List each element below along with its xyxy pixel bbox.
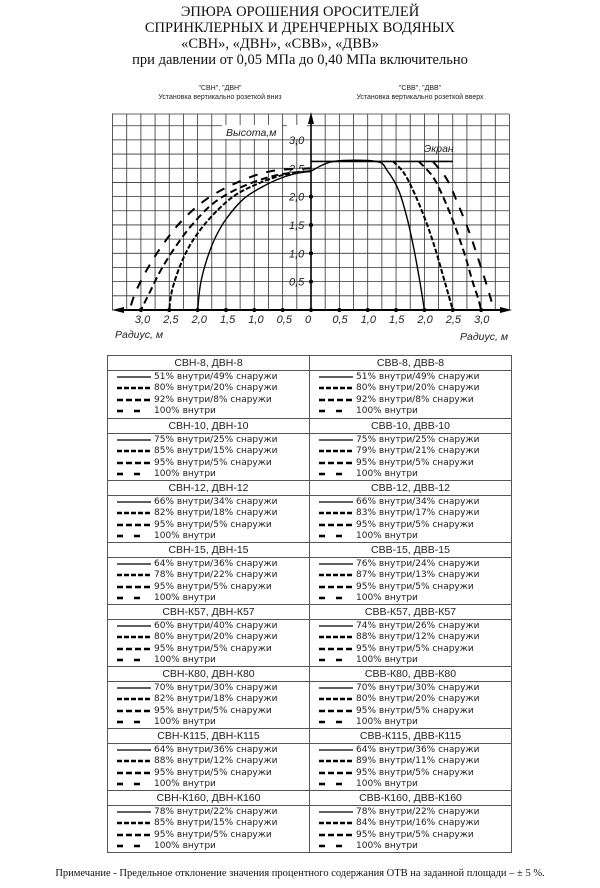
table-cell-left [108, 419, 309, 480]
distribution-text: 100% внутри [154, 841, 216, 852]
x-axis-label-right: Радиус, м [460, 331, 509, 343]
distribution-text: 64% внутри/36% снаружи [154, 744, 278, 755]
y-tick-label: 2,0 [289, 191, 305, 204]
title-line-4: при давлении от 0,05 МПа до 0,40 МПа включительно [132, 52, 468, 68]
model-title: СВВ-15, ДВВ-15 [310, 543, 511, 558]
left-panel-mounting: Установка вертикально розеткой вниз [158, 94, 282, 101]
distribution-text: 100% внутри [356, 655, 418, 666]
table-block [108, 728, 511, 790]
legend-line-medium-icon [318, 646, 354, 652]
legend-line-medium-icon [116, 646, 152, 652]
table-cell-right [309, 667, 511, 728]
distribution-text: 95% внутри/5% снаружи [356, 829, 474, 840]
distribution-text: 83% внутри/17% снаружи [356, 508, 480, 519]
legend-row [310, 519, 511, 531]
legend-line-long-icon [318, 595, 354, 601]
table-cell-right [309, 481, 511, 542]
legend-line-long-icon [318, 533, 354, 539]
y-axis-label: Высота,м [226, 127, 277, 139]
legend-line-long-icon [116, 657, 152, 663]
legend-row [108, 434, 309, 446]
x-tick-dot [281, 308, 285, 312]
legend-line-dense-icon [116, 448, 152, 454]
table-block [108, 418, 511, 480]
legend-line-medium-icon [318, 770, 354, 776]
legend-line-solid-icon [116, 499, 152, 505]
x-tick-label-right: 2,5 [445, 314, 462, 326]
x-tick-label-right: 1,0 [360, 314, 376, 326]
legend-line-solid-icon [116, 623, 152, 629]
distribution-text: 95% внутри/5% снаружи [356, 519, 474, 530]
legend-row [310, 655, 511, 667]
x-axis-label-left: Радиус, м [115, 329, 164, 341]
legend-row [108, 705, 309, 717]
x-tick-label-left: 2,0 [191, 314, 207, 326]
model-title: СВН-8, ДВН-8 [108, 356, 309, 371]
legend-line-dense-icon [318, 820, 354, 826]
legend-line-dense-icon [116, 696, 152, 702]
legend-line-solid-icon [116, 685, 152, 691]
legend-row [108, 531, 309, 543]
legend-line-dense-icon [116, 572, 152, 578]
legend-row [108, 694, 309, 706]
distribution-text: 95% внутри/5% снаружи [154, 457, 272, 468]
legend-row [310, 779, 511, 791]
legend-line-medium-icon [318, 460, 354, 466]
distribution-text: 95% внутри/5% снаружи [154, 581, 272, 592]
legend-row [108, 394, 309, 406]
table-cell-left [108, 543, 309, 604]
model-title: СВН-К57, ДВН-К57 [108, 605, 309, 620]
footnote: Примечание - Предельное отклонение значения процентного содержания ОТВ на заданной площади – ± 5 %. [55, 868, 545, 879]
legend-row [108, 570, 309, 582]
distribution-text: 100% внутри [154, 593, 216, 604]
distribution-text: 100% внутри [356, 593, 418, 604]
legend-row [310, 531, 511, 543]
legend-line-solid-icon [116, 374, 152, 380]
x-tick-label-left: 3,0 [134, 314, 151, 326]
legend-line-solid-icon [318, 374, 354, 380]
legend-row [310, 570, 511, 582]
legend-line-medium-icon [116, 708, 152, 714]
table-block [108, 790, 511, 852]
legend-line-medium-icon [116, 397, 152, 403]
legend-line-long-icon [318, 408, 354, 414]
legend-line-dense-icon [318, 510, 354, 516]
x-tick-dot [252, 308, 256, 312]
curve-dense-dash-right [393, 161, 453, 310]
legend-row [108, 581, 309, 593]
distribution-text: 85% внутри/15% снаружи [154, 818, 278, 829]
legend-table [107, 355, 512, 853]
distribution-text: 95% внутри/5% снаружи [154, 519, 272, 530]
legend-row [108, 496, 309, 508]
legend-row [108, 446, 309, 458]
distribution-text: 80% внутри/20% снаружи [154, 383, 278, 394]
distribution-text: 92% внутри/8% снаружи [356, 394, 474, 405]
legend-row [108, 756, 309, 768]
x-tick-label-left: 0 [305, 314, 312, 326]
legend-row [310, 406, 511, 418]
legend-row [108, 818, 309, 830]
legend-row [310, 593, 511, 605]
distribution-text: 95% внутри/5% снаружи [356, 705, 474, 716]
curve-long-dash-right [433, 161, 494, 310]
distribution-text: 88% внутри/12% снаружи [154, 756, 278, 767]
legend-row [310, 682, 511, 694]
legend-line-long-icon [116, 595, 152, 601]
distribution-text: 88% внутри/12% снаружи [356, 632, 480, 643]
legend-row [310, 806, 511, 818]
legend-line-solid-icon [116, 747, 152, 753]
title-line-1: ЭПЮРА ОРОШЕНИЯ ОРОСИТЕЛЕЙ [180, 4, 420, 20]
distribution-text: 100% внутри [154, 717, 216, 728]
legend-line-dense-icon [116, 510, 152, 516]
table-cell-left [108, 729, 309, 790]
distribution-text: 87% внутри/13% снаружи [356, 570, 480, 581]
table-cell-left [108, 791, 309, 852]
legend-line-dense-icon [318, 758, 354, 764]
legend-line-medium-icon [318, 584, 354, 590]
x-tick-dot [167, 308, 171, 312]
legend-row [310, 469, 511, 481]
distribution-text: 78% внутри/22% снаружи [154, 806, 278, 817]
legend-row [310, 756, 511, 768]
legend-line-solid-icon [318, 685, 354, 691]
x-tick-label-right: 0,5 [332, 314, 348, 326]
legend-line-dense-icon [116, 820, 152, 826]
distribution-text: 80% внутри/20% снаружи [356, 383, 480, 394]
right-panel-mounting: Установка вертикально розеткой вверх [356, 94, 484, 101]
table-block [108, 666, 511, 728]
legend-row [108, 632, 309, 644]
model-title: СВН-12, ДВН-12 [108, 481, 309, 496]
distribution-text: 95% внутри/5% снаружи [356, 643, 474, 654]
distribution-text: 82% внутри/18% снаружи [154, 694, 278, 705]
legend-line-medium-icon [116, 832, 152, 838]
distribution-text: 64% внутри/36% снаружи [154, 558, 278, 569]
legend-line-long-icon [116, 781, 152, 787]
x-tick-label-right: 2,0 [417, 314, 433, 326]
distribution-text: 100% внутри [154, 655, 216, 666]
legend-line-solid-icon [318, 747, 354, 753]
legend-line-medium-icon [318, 708, 354, 714]
table-cell-right [309, 605, 511, 666]
legend-line-long-icon [318, 781, 354, 787]
x-tick-dot [394, 308, 398, 312]
distribution-text: 79% внутри/21% снаружи [356, 446, 480, 457]
legend-line-medium-icon [318, 522, 354, 528]
distribution-text: 95% внутри/5% снаружи [154, 829, 272, 840]
distribution-text: 100% внутри [356, 406, 418, 417]
legend-line-dense-icon [116, 385, 152, 391]
distribution-text: 89% внутри/11% снаружи [356, 756, 480, 767]
legend-row [310, 446, 511, 458]
table-cell-right [309, 729, 511, 790]
right-panel-models: "СВВ", "ДВВ" [398, 85, 442, 92]
distribution-text: 60% внутри/40% снаружи [154, 620, 278, 631]
legend-row [108, 406, 309, 418]
legend-row [310, 818, 511, 830]
model-title: СВН-К160, ДВН-К160 [108, 791, 309, 806]
distribution-text: 70% внутри/30% снаружи [356, 682, 480, 693]
legend-row [108, 779, 309, 791]
legend-line-solid-icon [116, 437, 152, 443]
table-block [108, 480, 511, 542]
legend-row [108, 655, 309, 667]
legend-line-dense-icon [116, 634, 152, 640]
legend-row [310, 457, 511, 469]
legend-row [108, 643, 309, 655]
legend-row [310, 508, 511, 520]
legend-line-long-icon [318, 657, 354, 663]
legend-row [310, 705, 511, 717]
title-line-3: «СВН», «ДВН», «СВВ», «ДВВ» [181, 36, 379, 52]
legend-line-medium-icon [116, 522, 152, 528]
legend-line-solid-icon [318, 623, 354, 629]
legend-line-long-icon [318, 471, 354, 477]
distribution-text: 76% внутри/24% снаружи [356, 558, 480, 569]
distribution-text: 80% внутри/20% снаружи [154, 632, 278, 643]
legend-line-solid-icon [116, 809, 152, 815]
x-tick-label-left: 1,0 [248, 314, 264, 326]
distribution-text: 100% внутри [154, 406, 216, 417]
legend-line-long-icon [318, 843, 354, 849]
title-line-2: СПРИНКЛЕРНЫХ И ДРЕНЧЕРНЫХ ВОДЯНЫХ [144, 20, 456, 36]
legend-line-solid-icon [116, 561, 152, 567]
x-tick-dot [309, 308, 313, 312]
model-title: СВВ-К160, ДВВ-К160 [310, 791, 511, 806]
x-tick-label-right: 3,0 [474, 314, 490, 326]
legend-line-long-icon [116, 471, 152, 477]
legend-row [310, 632, 511, 644]
y-tick-label: 2,5 [289, 163, 305, 176]
model-title: СВВ-8, ДВВ-8 [310, 356, 511, 371]
distribution-text: 92% внутри/8% снаружи [154, 394, 272, 405]
table-block [108, 356, 511, 418]
x-tick-label-right: 1,5 [389, 314, 405, 326]
legend-row [310, 829, 511, 841]
legend-row [108, 457, 309, 469]
distribution-text: 51% внутри/49% снаружи [356, 371, 480, 382]
legend-line-solid-icon [318, 561, 354, 567]
y-tick-dot [309, 251, 313, 255]
legend-line-medium-icon [318, 832, 354, 838]
legend-row [310, 620, 511, 632]
distribution-text: 95% внутри/5% снаружи [356, 581, 474, 592]
model-title: СВВ-12, ДВВ-12 [310, 481, 511, 496]
model-title: СВН-К115, ДВН-К115 [108, 729, 309, 744]
distribution-text: 100% внутри [356, 531, 418, 542]
legend-row [108, 469, 309, 481]
distribution-text: 70% внутри/30% снаружи [154, 682, 278, 693]
legend-row [108, 383, 309, 395]
table-cell-left [108, 605, 309, 666]
screen-label: Экран [424, 143, 454, 155]
model-title: СВН-15, ДВН-15 [108, 543, 309, 558]
legend-line-medium-icon [318, 397, 354, 403]
distribution-text: 66% внутри/34% снаружи [356, 496, 480, 507]
distribution-text: 51% внутри/49% снаружи [154, 371, 278, 382]
distribution-text: 75% внутри/25% снаружи [356, 434, 480, 445]
y-tick-label: 0,5 [289, 276, 305, 289]
model-title: СВН-К80, ДВН-К80 [108, 667, 309, 682]
distribution-text: 95% внутри/5% снаружи [356, 457, 474, 468]
legend-row [108, 767, 309, 779]
legend-line-long-icon [318, 719, 354, 725]
distribution-text: 78% внутри/22% снаружи [154, 570, 278, 581]
table-cell-right [309, 543, 511, 604]
model-title: СВВ-10, ДВВ-10 [310, 419, 511, 434]
left-panel-models: "СВН", "ДВН" [198, 85, 242, 92]
table-cell-left [108, 481, 309, 542]
legend-row [310, 767, 511, 779]
legend-row [108, 558, 309, 570]
model-title: СВВ-К115, ДВВ-К115 [310, 729, 511, 744]
x-tick-dot [479, 308, 483, 312]
legend-line-long-icon [116, 533, 152, 539]
y-tick-dot [309, 223, 313, 227]
x-axis-arrow-left [112, 307, 124, 313]
distribution-text: 100% внутри [356, 841, 418, 852]
legend-row [108, 682, 309, 694]
distribution-text: 78% внутри/22% снаружи [356, 806, 480, 817]
x-axis-arrow-right [500, 307, 512, 313]
distribution-text: 84% внутри/16% снаружи [356, 818, 480, 829]
distribution-text: 74% внутри/26% снаружи [356, 620, 480, 631]
legend-row [108, 806, 309, 818]
legend-row [108, 744, 309, 756]
x-tick-label-left: 1,5 [219, 314, 236, 326]
legend-line-dense-icon [116, 758, 152, 764]
legend-line-medium-icon [116, 770, 152, 776]
table-cell-left [108, 667, 309, 728]
y-tick-label: 3,0 [289, 134, 305, 147]
distribution-text: 95% внутри/5% снаружи [154, 643, 272, 654]
table-cell-right [309, 419, 511, 480]
distribution-text: 95% внутри/5% снаружи [154, 767, 272, 778]
legend-line-solid-icon [318, 499, 354, 505]
legend-line-long-icon [116, 408, 152, 414]
legend-row [310, 394, 511, 406]
distribution-text: 66% внутри/34% снаружи [154, 496, 278, 507]
legend-row [310, 643, 511, 655]
legend-row [108, 519, 309, 531]
distribution-text: 100% внутри [356, 779, 418, 790]
legend-row [310, 744, 511, 756]
legend-row [310, 558, 511, 570]
legend-row [108, 841, 309, 853]
legend-row [108, 620, 309, 632]
legend-line-medium-icon [116, 584, 152, 590]
legend-row [310, 496, 511, 508]
x-tick-label-left: 2,5 [163, 314, 179, 326]
distribution-text: 95% внутри/5% снаружи [356, 767, 474, 778]
distribution-text: 75% внутри/25% снаружи [154, 434, 278, 445]
distribution-text: 64% внутри/36% снаружи [356, 744, 480, 755]
distribution-text: 100% внутри [154, 531, 216, 542]
legend-line-dense-icon [318, 634, 354, 640]
legend-row [310, 434, 511, 446]
legend-line-medium-icon [116, 460, 152, 466]
legend-line-dense-icon [318, 385, 354, 391]
legend-line-solid-icon [318, 437, 354, 443]
table-cell-right [309, 791, 511, 852]
model-title: СВВ-К57, ДВВ-К57 [310, 605, 511, 620]
x-tick-dot [224, 308, 228, 312]
legend-line-long-icon [116, 719, 152, 725]
distribution-text: 100% внутри [356, 469, 418, 480]
legend-row [108, 717, 309, 729]
distribution-text: 80% внутри/20% снаружи [356, 694, 480, 705]
legend-line-dense-icon [318, 572, 354, 578]
legend-row [310, 371, 511, 383]
legend-row [310, 581, 511, 593]
legend-row [310, 383, 511, 395]
distribution-text: 100% внутри [154, 469, 216, 480]
y-tick-label: 1,5 [289, 219, 305, 232]
table-block [108, 604, 511, 666]
legend-row [108, 829, 309, 841]
distribution-text: 85% внутри/15% снаружи [154, 446, 278, 457]
distribution-text: 100% внутри [154, 779, 216, 790]
x-tick-dot [337, 308, 341, 312]
y-tick-dot [309, 280, 313, 284]
y-tick-label: 1,0 [289, 248, 305, 261]
y-tick-dot [309, 195, 313, 199]
legend-row [108, 508, 309, 520]
table-block [108, 542, 511, 604]
distribution-text: 82% внутри/18% снаружи [154, 508, 278, 519]
model-title: СВН-10, ДВН-10 [108, 419, 309, 434]
table-cell-right [309, 356, 511, 418]
x-tick-label-left: 0,5 [276, 314, 292, 326]
distribution-text: 100% внутри [356, 717, 418, 728]
legend-line-solid-icon [318, 809, 354, 815]
legend-row [108, 371, 309, 383]
legend-line-dense-icon [318, 696, 354, 702]
model-title: СВВ-К80, ДВВ-К80 [310, 667, 511, 682]
distribution-text: 95% внутри/5% снаружи [154, 705, 272, 716]
legend-line-dense-icon [318, 448, 354, 454]
legend-row [310, 717, 511, 729]
x-tick-dot [366, 308, 370, 312]
curve-medium-dash-right [419, 161, 481, 310]
legend-row [310, 694, 511, 706]
legend-row [108, 593, 309, 605]
irrigation-chart [0, 0, 600, 350]
legend-row [310, 841, 511, 853]
table-cell-left [108, 356, 309, 418]
legend-line-long-icon [116, 843, 152, 849]
